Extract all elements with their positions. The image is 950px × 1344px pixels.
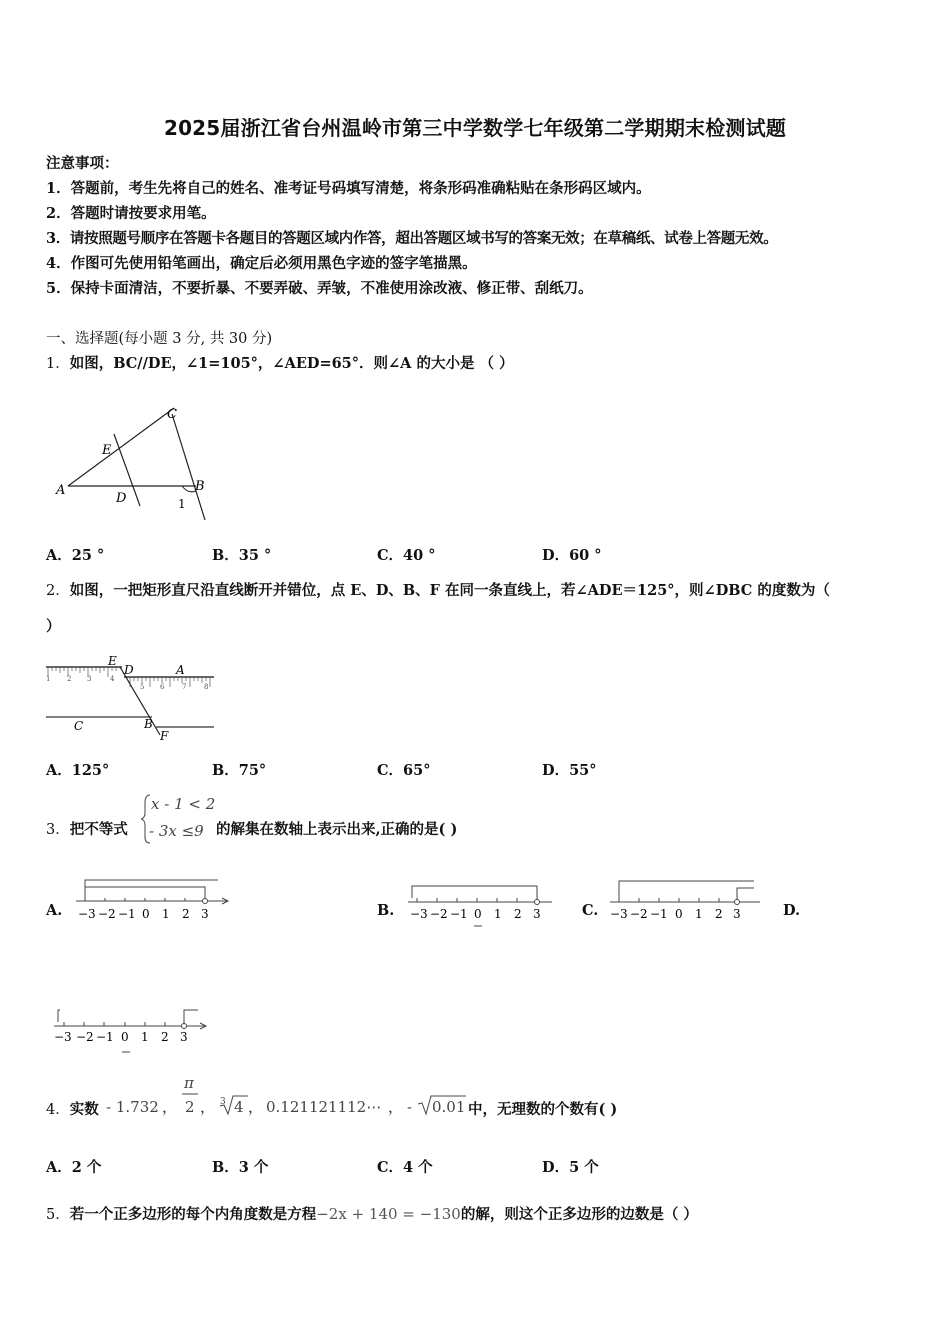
option-d[interactable]: D．55° — [542, 762, 597, 779]
axis-label: 0 — [675, 907, 683, 921]
axis-label: 1 — [162, 907, 170, 921]
axis-label: 1 — [494, 907, 502, 921]
inequality-2: - 3x ≤9 — [149, 822, 204, 840]
number-line-d[interactable] — [50, 1004, 215, 1056]
axis-label: −3 — [410, 907, 428, 921]
axis-label: −2 — [630, 907, 648, 921]
tick-2: 2 — [67, 675, 72, 683]
question-1 — [46, 352, 514, 373]
notice-item: 5．保持卡面清洁，不要折暴、不要弄破、弄皱，不准使用涂改液、修正带、刮纸刀。 — [46, 280, 593, 297]
option-b-label[interactable]: B. — [377, 902, 395, 919]
axis-label: 3 — [733, 907, 741, 921]
axis-label: −1 — [118, 907, 136, 921]
number-line-b[interactable] — [404, 876, 559, 928]
option-c[interactable]: C．40 ° — [377, 547, 436, 564]
question-4-tail: 中，无理数的个数有( ) — [468, 1101, 618, 1118]
label-c: C — [167, 407, 177, 422]
notice-item: 3．请按照题号顺序在答题卡各题目的答题区域内作答，超出答题区域书写的答案无效；在草稿纸、试卷上答题无效。 — [46, 230, 778, 247]
question-text: 如图，BC//DE，∠1=105°，∠AED=65°．则∠A 的大小是 （ ） — [69, 355, 514, 372]
axis-label: −2 — [98, 907, 116, 921]
notice-item: 1．答题前，考生先将自己的姓名、准考证号码填写清楚，将条形码准确粘贴在条形码区域内。 — [46, 180, 651, 197]
label-b: B — [144, 717, 153, 731]
option-b[interactable]: B．35 ° — [212, 547, 272, 564]
axis-label: −2 — [76, 1030, 94, 1044]
label-c: C — [74, 719, 84, 733]
option-c[interactable]: C．4 个 — [377, 1159, 433, 1176]
axis-label: 0 — [121, 1030, 129, 1044]
minus-sign: - — [407, 1098, 413, 1116]
tick-4: 4 — [110, 675, 115, 683]
option-a-label[interactable]: A. — [46, 902, 63, 919]
question-2 — [46, 579, 830, 600]
option-b[interactable]: B．75° — [212, 762, 267, 779]
label-a: A — [56, 483, 66, 498]
number-line-a[interactable] — [70, 876, 235, 922]
question-text-tail: 的解，则这个正多边形的边数是（ ） — [460, 1206, 698, 1223]
axis-label: −3 — [54, 1030, 72, 1044]
question-number: 5． — [46, 1207, 70, 1223]
option-c[interactable]: C．65° — [377, 762, 431, 779]
question-text: 如图，一把矩形直尺沿直线断开并错位，点 E、D、B、F 在同一条直线上，若∠ADE＝125°，则∠DBC 的度数为（ — [69, 582, 830, 599]
number-line-c[interactable] — [606, 876, 766, 922]
inequality-system — [141, 791, 215, 847]
axis-label: 2 — [182, 907, 190, 921]
comma: ， — [162, 1098, 178, 1116]
fraction-denominator: 2 — [185, 1098, 195, 1116]
section-heading: 一、选择题(每小题 3 分, 共 30 分) — [46, 331, 273, 347]
option-a[interactable]: A．25 ° — [46, 547, 105, 564]
axis-label: −3 — [610, 907, 628, 921]
tick-6: 6 — [160, 683, 165, 691]
axis-label: 2 — [514, 907, 522, 921]
angle-1-label: 1 — [178, 497, 186, 511]
comma: ， — [200, 1098, 216, 1116]
axis-label: 0 — [142, 907, 150, 921]
label-b: B — [195, 479, 205, 494]
tick-5: 5 — [140, 683, 145, 691]
notice-item: 4．作图可先使用铅笔画出，确定后必须用黑色字迹的签字笔描黑。 — [46, 255, 477, 272]
option-a[interactable]: A．2 个 — [46, 1159, 102, 1176]
real-numbers-expression — [104, 1072, 468, 1124]
question-number: 3． — [46, 822, 70, 838]
option-a[interactable]: A．125° — [46, 762, 110, 779]
option-d[interactable]: D．60 ° — [542, 547, 602, 564]
label-e: E — [102, 443, 112, 458]
number-1: - 1.732 — [106, 1098, 159, 1116]
root-argument: 4 — [234, 1098, 244, 1116]
label-f: F — [160, 729, 169, 743]
notice-item: 2．答题时请按要求用笔。 — [46, 205, 216, 222]
question-2-close: ） — [46, 618, 61, 635]
label-e: E — [108, 655, 117, 668]
tick-3: 3 — [87, 675, 92, 683]
tick-8: 8 — [204, 683, 209, 691]
label-d: D — [124, 663, 134, 677]
option-d-label[interactable]: D. — [783, 902, 801, 919]
tick-7: 7 — [182, 683, 187, 691]
question-text: 把不等式 — [69, 821, 128, 838]
question-5 — [46, 1203, 698, 1224]
option-d[interactable]: D．5 个 — [542, 1159, 599, 1176]
question-3-lead — [46, 818, 128, 839]
label-a: A — [176, 663, 185, 677]
ruler-figure — [44, 655, 219, 743]
question-number: 4． — [46, 1102, 70, 1118]
label-d: D — [116, 491, 127, 506]
notice-heading: 注意事项： — [46, 155, 119, 172]
root-index: 3 — [220, 1097, 226, 1107]
axis-label: 2 — [715, 907, 723, 921]
tick-1: 1 — [46, 675, 51, 683]
axis-label: 3 — [201, 907, 209, 921]
triangle-figure — [50, 398, 220, 526]
page-title: 2025届浙江省台州温岭市第三中学数学七年级第二学期期末检测试题 — [163, 116, 787, 140]
axis-label: −1 — [450, 907, 468, 921]
axis-label: 0 — [474, 907, 482, 921]
comma: ， — [388, 1098, 404, 1116]
axis-label: 3 — [533, 907, 541, 921]
axis-label: 1 — [695, 907, 703, 921]
question-number: 1． — [46, 356, 70, 372]
axis-label: 3 — [180, 1030, 188, 1044]
axis-label: 1 — [141, 1030, 149, 1044]
sqrt-argument: 0.01 — [432, 1098, 466, 1116]
axis-label: −1 — [96, 1030, 114, 1044]
fraction-numerator: π — [184, 1074, 194, 1092]
equation: −2x + 140 = −130 — [316, 1205, 461, 1223]
question-number: 2． — [46, 583, 70, 599]
number-4: 0.121121112⋯ — [266, 1098, 382, 1116]
question-3-tail: 的解集在数轴上表示出来,正确的是( ) — [216, 821, 458, 838]
question-text: 若一个正多边形的每个内角度数是方程 — [69, 1206, 317, 1223]
comma: ， — [248, 1098, 264, 1116]
axis-label: 2 — [161, 1030, 169, 1044]
option-c-label[interactable]: C. — [582, 902, 599, 919]
option-b[interactable]: B．3 个 — [212, 1159, 269, 1176]
axis-label: −2 — [430, 907, 448, 921]
axis-label: −3 — [78, 907, 96, 921]
question-text: 实数 — [69, 1101, 99, 1118]
inequality-1: x - 1 < 2 — [151, 795, 215, 813]
axis-label: −1 — [650, 907, 668, 921]
question-4-lead — [46, 1098, 99, 1119]
